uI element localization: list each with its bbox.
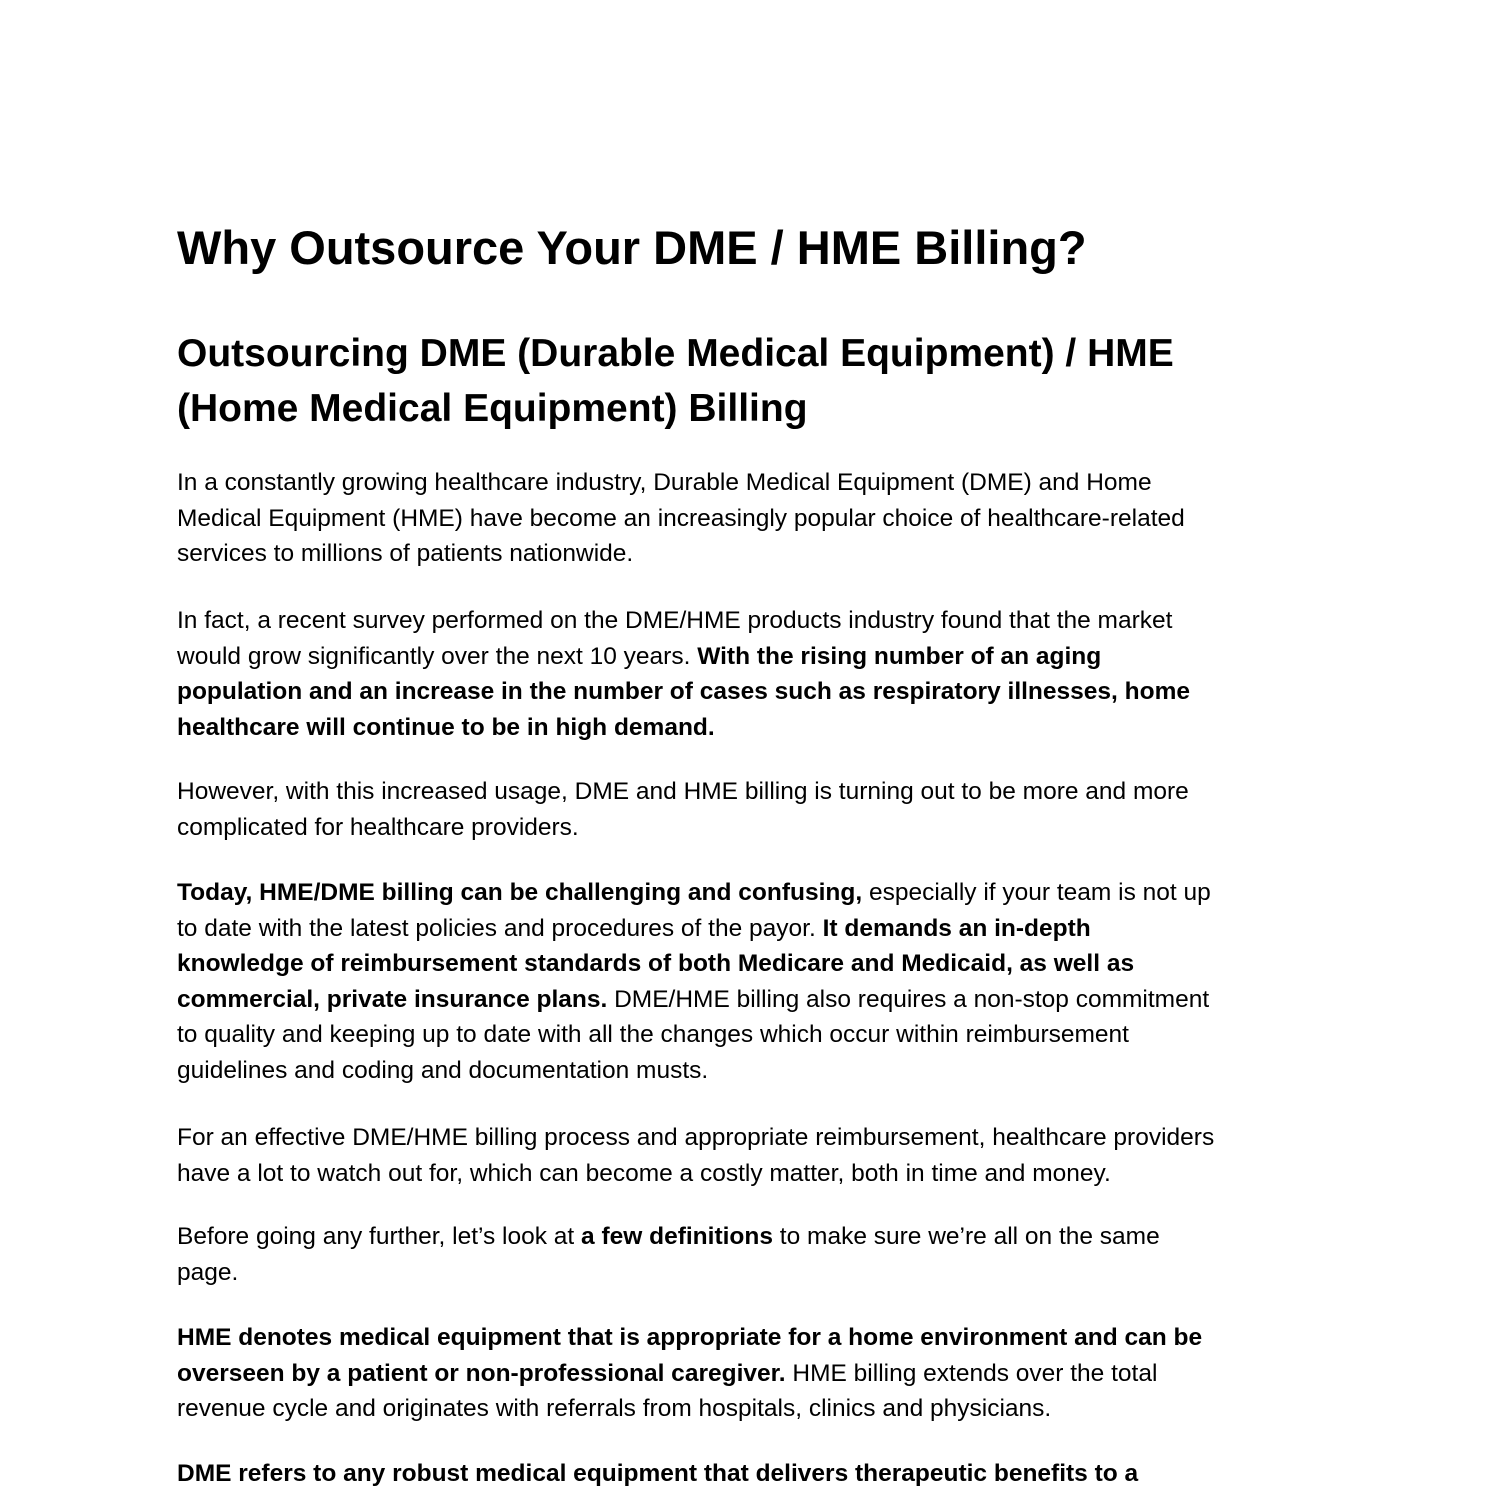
section-heading (177, 326, 1174, 436)
section-heading-line: Outsourcing DME (Durable Medical Equipment) / HME (177, 332, 1174, 375)
text-line (177, 1017, 1211, 1053)
text-line (177, 1320, 1202, 1356)
text: page. (177, 1258, 239, 1286)
paragraph (177, 465, 1185, 572)
bold-text: a few definitions (581, 1223, 773, 1250)
text-line (177, 674, 1190, 710)
text-line (177, 774, 1189, 810)
text: especially if your team is not up (862, 879, 1211, 906)
text-line (177, 1120, 1214, 1156)
text: DME/HME billing also requires a non-stop commitment (607, 985, 1210, 1013)
text: to make sure we’re all on the same (772, 1223, 1160, 1250)
paragraph (177, 1120, 1214, 1191)
text: In a constantly growing healthcare industry, Durable Medical Equipment (DME) and Home (177, 469, 1152, 496)
paragraph (177, 603, 1190, 745)
text: would grow significantly over the next 10 years. (177, 642, 698, 670)
text: revenue cycle and originates with referrals from hospitals, clinics and physicians. (177, 1395, 1052, 1422)
text-line (177, 1255, 1160, 1291)
text-line (177, 639, 1190, 675)
text: guidelines and coding and documentation musts. (177, 1056, 709, 1084)
text-line (177, 810, 1189, 846)
text-line (177, 1356, 1202, 1392)
text-line (177, 1053, 1211, 1089)
bold-text: Today, HME/DME billing can be challenging and confusing, (177, 879, 863, 906)
bold-text: HME denotes medical equipment that is appropriate for a home environment and can be (177, 1324, 1203, 1351)
bold-text: population and an increase in the number of cases such as respiratory illnesses, home (177, 678, 1190, 705)
text-line (177, 982, 1211, 1018)
bold-text: commercial, private insurance plans. (177, 985, 608, 1013)
bold-text: healthcare will continue to be in high demand. (177, 713, 715, 741)
text-line (177, 875, 1211, 911)
text-line (177, 465, 1185, 501)
text-line (177, 946, 1211, 982)
text: to date with the latest policies and procedures of the payor. (177, 914, 823, 942)
text: complicated for healthcare providers. (177, 813, 579, 841)
text: HME billing extends over the total (785, 1359, 1158, 1387)
paragraph (177, 1219, 1160, 1290)
text-line (177, 1391, 1202, 1427)
text: However, with this increased usage, DME and HME billing is turning out to be more and more (177, 778, 1189, 805)
text: have a lot to watch out for, which can become a costly matter, both in time and money. (177, 1159, 1111, 1187)
document-title-block (177, 220, 1087, 276)
text-line (177, 911, 1211, 947)
paragraph (177, 1456, 1138, 1492)
document-title: Why Outsource Your DME / HME Billing? (177, 221, 1087, 274)
text-line (177, 603, 1190, 639)
text: Before going any further, let’s look at (177, 1223, 582, 1250)
bold-text: It demands an in-depth (822, 914, 1091, 942)
text-line (177, 1219, 1160, 1255)
section-heading-line: (Home Medical Equipment) Billing (177, 387, 808, 430)
bold-text: DME refers to any robust medical equipment that delivers therapeutic benefits to a (177, 1460, 1139, 1487)
bold-text: knowledge of reimbursement standards of both Medicare and Medicaid, as well as (177, 950, 1135, 977)
text-line (177, 710, 1190, 746)
text-line (177, 536, 1185, 572)
paragraph (177, 875, 1211, 1088)
paragraph (177, 1320, 1202, 1427)
bold-text: overseen by a patient or non-professional caregiver. (177, 1359, 786, 1387)
text: to quality and keeping up to date with all the changes which occur within reimbursement (177, 1021, 1129, 1048)
text-line (177, 1456, 1138, 1492)
paragraph (177, 774, 1189, 845)
text: services to millions of patients nationwide. (177, 540, 634, 567)
text-line (177, 1156, 1214, 1192)
text: For an effective DME/HME billing process and appropriate reimbursement, healthcare providers (177, 1124, 1215, 1151)
text-line (177, 501, 1185, 537)
bold-text: With the rising number of an aging (697, 642, 1102, 670)
text: In fact, a recent survey performed on the DME/HME products industry found that the market (177, 607, 1173, 634)
text: Medical Equipment (HME) have become an increasingly popular choice of healthcare-related (177, 504, 1185, 532)
